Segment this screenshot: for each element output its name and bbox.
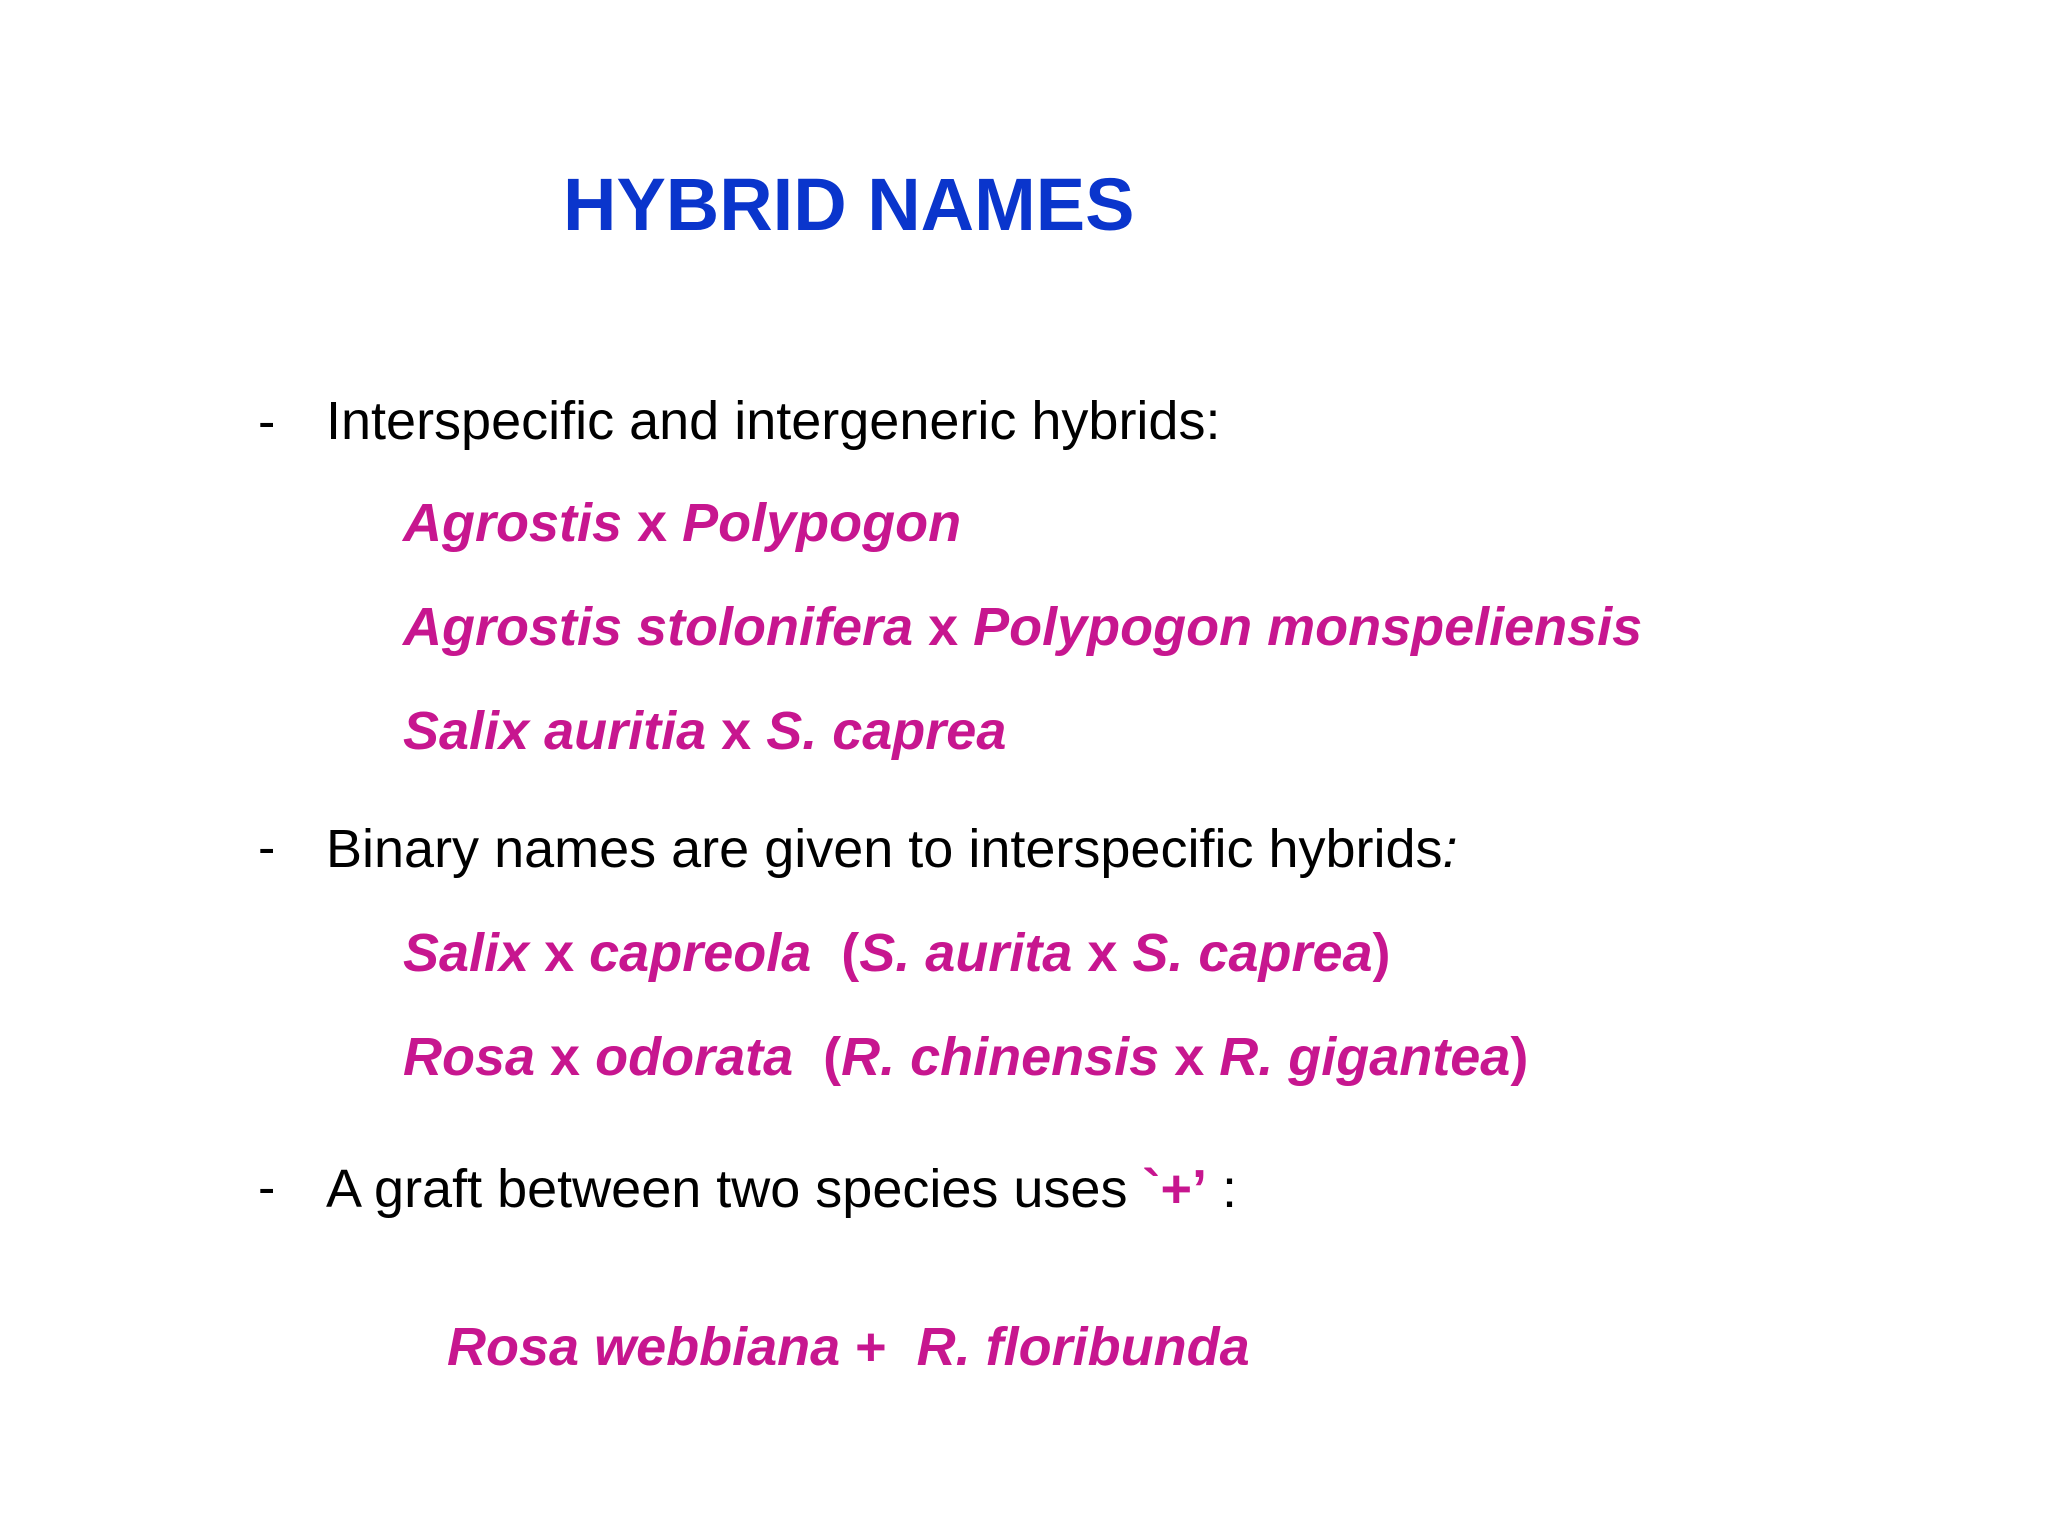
bullet-text-3-end: : <box>1207 1159 1238 1219</box>
example-name-a: Salix auritia <box>403 701 707 761</box>
paren-open: ( <box>811 923 860 983</box>
example-operator: x <box>529 923 590 983</box>
example-line <box>403 493 962 553</box>
paren-open: ( <box>793 1027 842 1087</box>
example-line <box>403 701 1007 761</box>
example-line <box>403 597 1643 657</box>
example-operator: x <box>913 597 974 657</box>
example-operator: x <box>1072 923 1133 983</box>
example-name-a: Agrostis <box>403 493 623 553</box>
bullet-text-2-body: Binary names are given to interspecific hybrids <box>326 819 1443 879</box>
bullet-dash-1: - <box>258 393 276 451</box>
example-operator: + <box>840 1317 902 1377</box>
example-name-b: Polypogon <box>682 493 962 553</box>
example-name-d: S. caprea <box>1132 923 1373 983</box>
bullet-dash-3: - <box>258 1159 276 1217</box>
example-line <box>387 1266 1250 1428</box>
bullet-text-2 <box>326 819 1458 879</box>
example-name-c: S. aurita <box>859 923 1073 983</box>
example-line <box>403 1027 1529 1087</box>
example-name-b: S. caprea <box>766 701 1007 761</box>
example-name-b: capreola <box>589 923 812 983</box>
bullet-text-1: Interspecific and intergeneric hybrids: <box>326 391 1221 451</box>
graft-symbol: `+’ <box>1142 1159 1207 1219</box>
paren-close: ) <box>1372 923 1391 983</box>
example-operator: x <box>1159 1027 1220 1087</box>
example-operator: x <box>535 1027 596 1087</box>
example-line <box>403 923 1391 983</box>
bullet-dash-2: - <box>258 819 276 877</box>
example-name-a: Rosa <box>403 1027 536 1087</box>
example-operator: x <box>706 701 767 761</box>
bullet-text-2-colon: : <box>1442 819 1458 879</box>
example-name-c: R. chinensis <box>841 1027 1160 1087</box>
bullet-text-3-body: A graft between two species uses <box>326 1159 1143 1219</box>
example-name-a: Salix <box>403 923 530 983</box>
example-name-a: Agrostis stolonifera <box>403 597 914 657</box>
example-name-a: Rosa webbiana <box>447 1317 841 1377</box>
bullet-text-3 <box>326 1159 1238 1219</box>
example-operator: x <box>622 493 683 553</box>
example-name-b: Polypogon monspeliensis <box>973 597 1643 657</box>
slide-title: HYBRID NAMES <box>563 163 1135 246</box>
paren-close: ) <box>1510 1027 1529 1087</box>
example-name-b: odorata <box>595 1027 794 1087</box>
example-name-b: R. floribunda <box>901 1317 1250 1377</box>
example-name-d: R. gigantea <box>1219 1027 1511 1087</box>
